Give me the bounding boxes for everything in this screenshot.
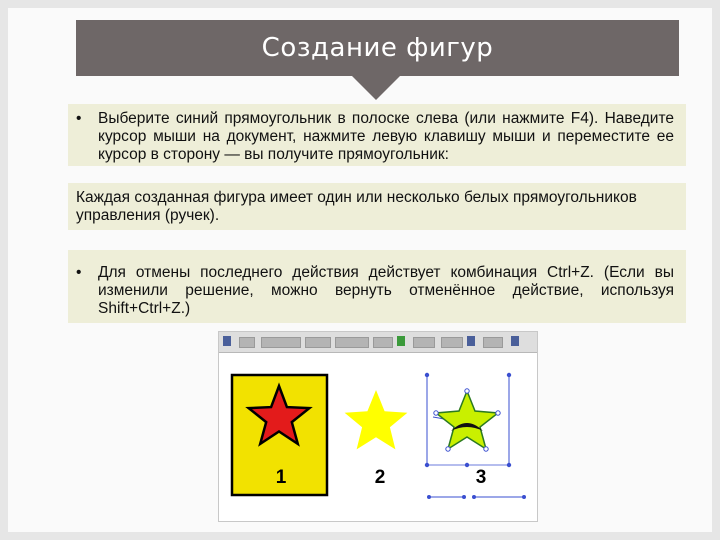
toolbar-control[interactable] <box>239 337 255 348</box>
figure-label-3: 3 <box>475 467 487 488</box>
inkscape-screenshot <box>218 331 538 522</box>
title-arrow-icon <box>352 76 400 100</box>
bullet-marker: • <box>76 264 82 281</box>
yellow-star[interactable] <box>345 390 408 449</box>
star-tool-icon[interactable] <box>467 336 475 346</box>
toolbar-control[interactable] <box>483 337 503 348</box>
figure-label-2: 2 <box>374 467 386 488</box>
bullet-marker: • <box>76 110 82 127</box>
toolbar-control[interactable] <box>441 337 463 348</box>
figure-label-1: 1 <box>275 467 287 488</box>
toolbar-field[interactable] <box>305 337 331 348</box>
drawing-canvas[interactable] <box>219 353 537 521</box>
toolbar-field[interactable] <box>335 337 369 348</box>
title-bar <box>76 20 679 76</box>
editor-toolbar <box>219 332 537 353</box>
instruction-text-2: Каждая созданная фигура имеет один или несколько белых прямоугольников управления (ручек). <box>76 189 637 224</box>
toolbar-field[interactable] <box>261 337 301 348</box>
instruction-box-2 <box>68 183 686 230</box>
instruction-box-3 <box>68 250 686 323</box>
toolbar-control[interactable] <box>413 337 435 348</box>
node-tool-icon[interactable] <box>511 336 519 346</box>
instruction-text-1: Выберите синий прямоугольник в полоске слева (или нажмите F4). Наведите курсор мыши на документ, нажмите левую клавишу мыши и переместите ее курсор в сторону — вы получите прямоугольник: <box>98 110 674 163</box>
instruction-box-1 <box>68 104 686 166</box>
rectangle-tool-icon[interactable] <box>397 336 405 346</box>
page-title: Создание фигур <box>261 33 494 63</box>
arrow-tool-icon[interactable] <box>223 336 231 346</box>
toolbar-control[interactable] <box>373 337 393 348</box>
instruction-text-3: Для отмены последнего действия действует комбинация Ctrl+Z. (Если вы изменили решение, можно вернуть отменённое действие, используя Shift+Ctrl+Z.) <box>98 264 674 317</box>
